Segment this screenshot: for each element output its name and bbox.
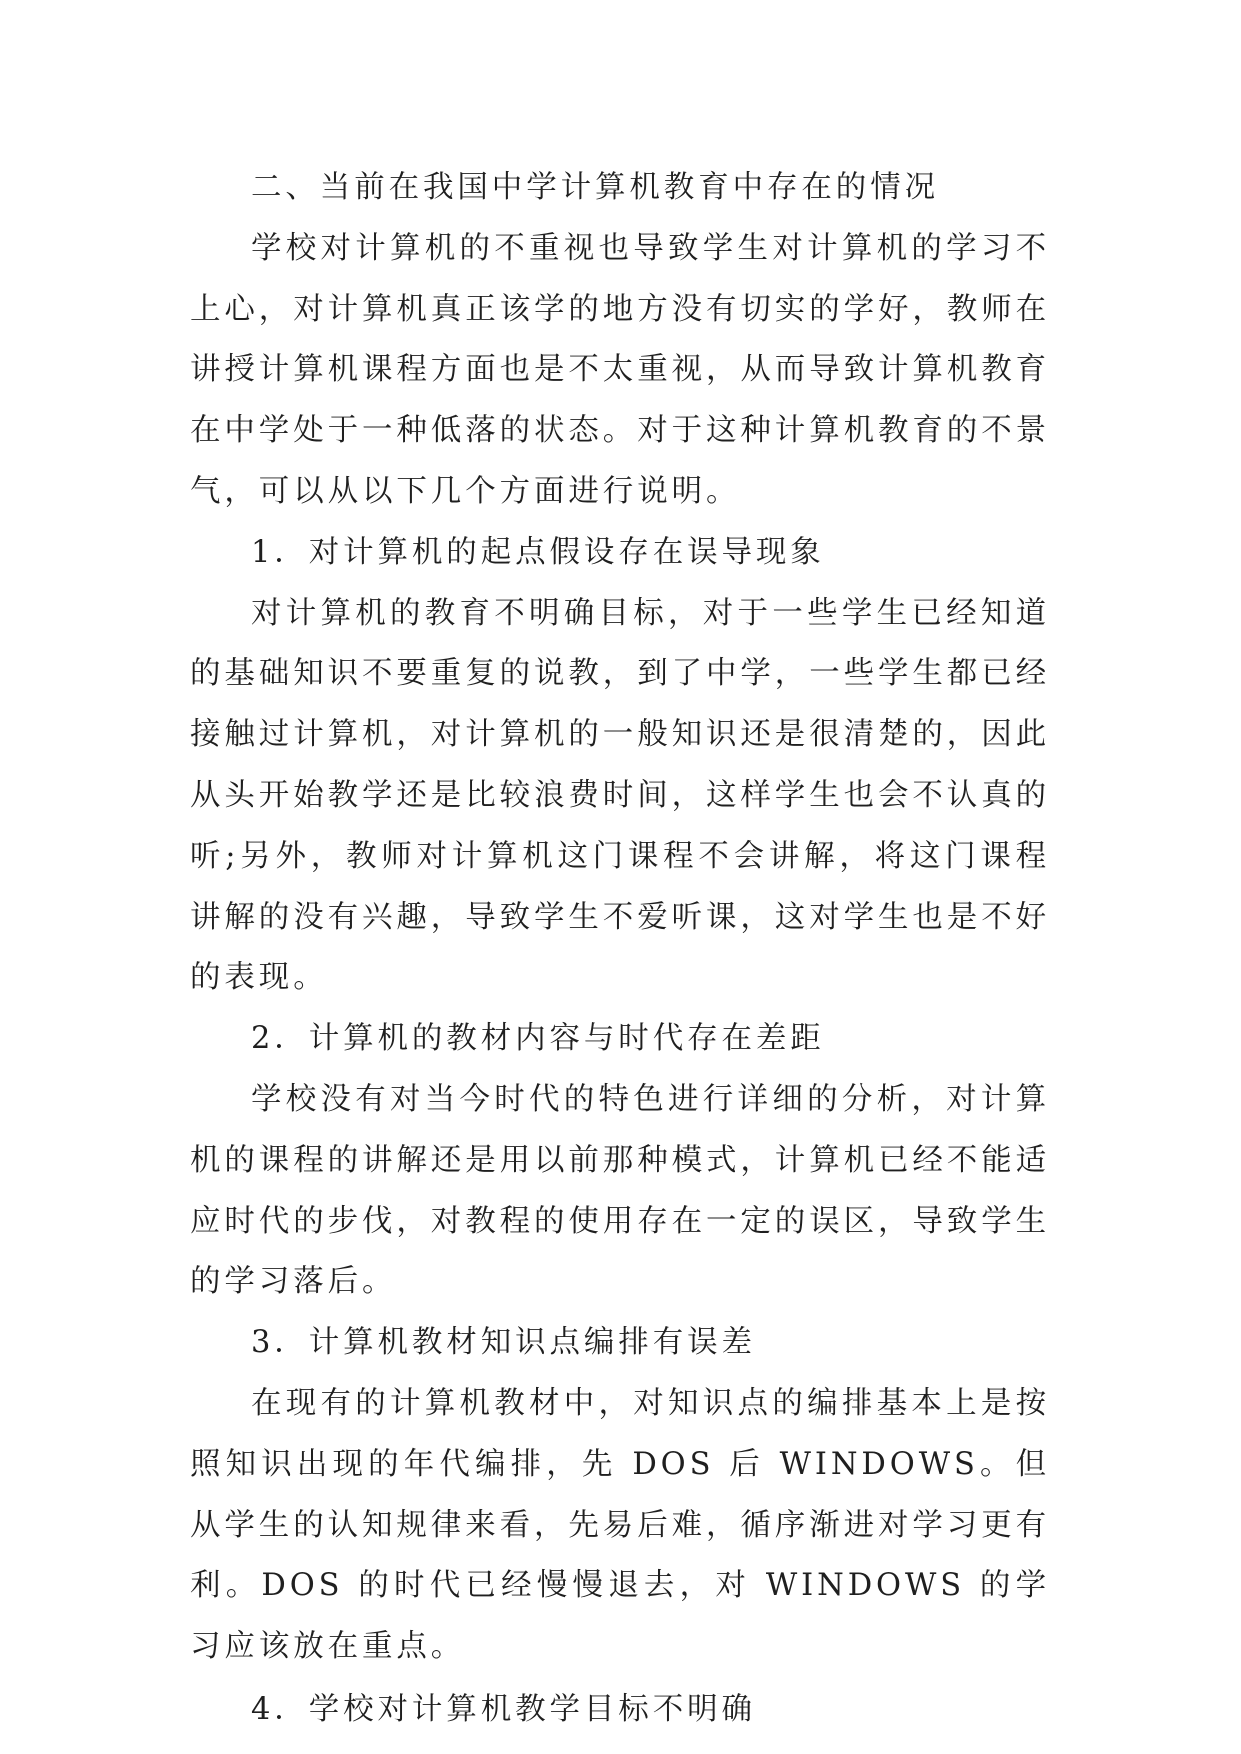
item-4-heading: 4．学校对计算机教学目标不明确 bbox=[251, 1691, 756, 1727]
item-1-paragraph: 对计算机的教育不明确目标，对于一些学生已经知道的基础知识不要重复的说教，到了中学，一些学生都已经接触过计算机，对计算机的一般知识还是很清楚的，因此从头开始教学还是比较浪费时间，这样学生也会不认真的听;另外，教师对计算机这门课程不会讲解，将这门课程讲解的没有兴趣，导致学生不爱听课，这对学生也是不好的表现。 bbox=[190, 595, 1050, 996]
item-2-heading: 2．计算机的教材内容与时代存在差距 bbox=[251, 1021, 825, 1057]
item-1-heading: 1．对计算机的起点假设存在误导现象 bbox=[251, 534, 825, 570]
intro-paragraph: 学校对计算机的不重视也导致学生对计算机的学习不上心，对计算机真正该学的地方没有切实的学好，教师在讲授计算机课程方面也是不太重视，从而导致计算机教育在中学处于一种低落的状态。对于这种计算机教育的不景气，可以从以下几个方面进行说明。 bbox=[190, 230, 1050, 509]
section-heading: 二、当前在我国中学计算机教育中存在的情况 bbox=[251, 170, 939, 205]
document-body bbox=[190, 158, 1050, 1741]
item-3-heading: 3．计算机教材知识点编排有误差 bbox=[251, 1325, 756, 1361]
item-3-paragraph: 在现有的计算机教材中，对知识点的编排基本上是按照知识出现的年代编排，先 DOS 后 WINDOWS。但从学生的认知规律来看，先易后难，循序渐进对学习更有利。DOS 的时代已经慢慢退去，对 WINDOWS 的学习应该放在重点。 bbox=[190, 1385, 1050, 1665]
item-2-paragraph: 学校没有对当今时代的特色进行详细的分析，对计算机的课程的讲解还是用以前那种模式，计算机已经不能适应时代的步伐，对教程的使用存在一定的误区，导致学生的学习落后。 bbox=[190, 1081, 1050, 1300]
